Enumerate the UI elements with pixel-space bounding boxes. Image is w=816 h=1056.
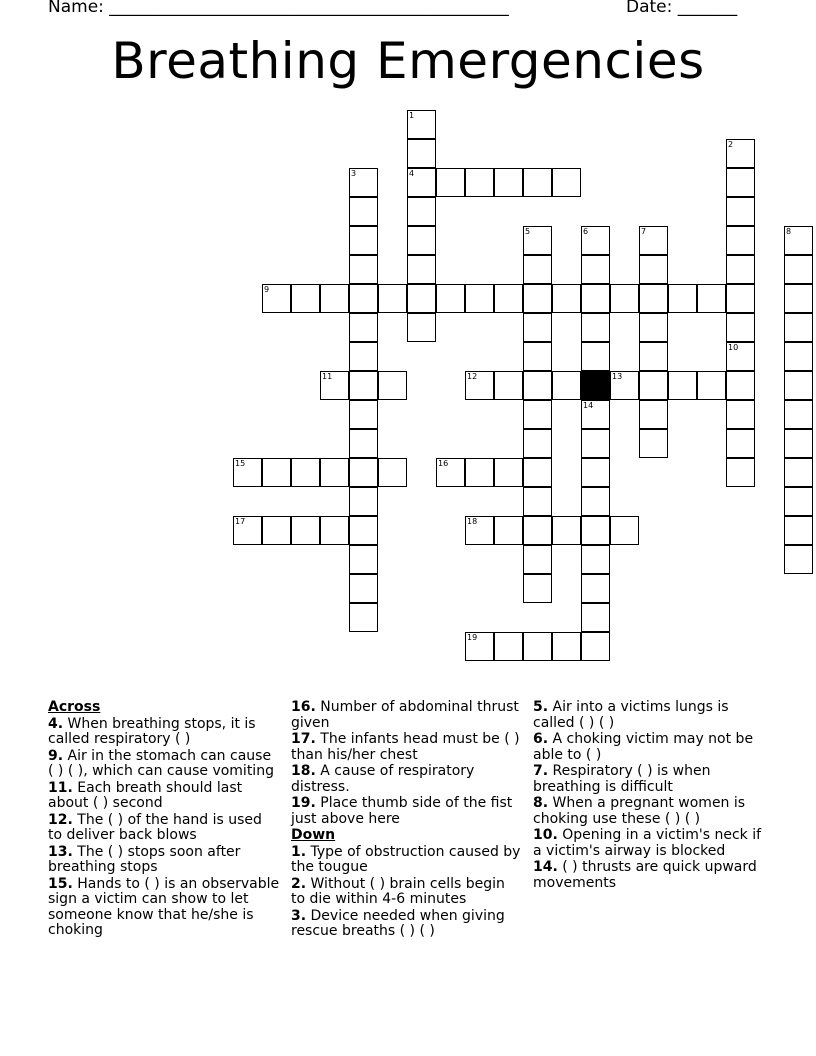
clue-item — [291, 700, 523, 731]
grid-cell[interactable] — [349, 545, 378, 574]
clue-text: When a pregnant women is choking use these ( ) ( ) — [533, 795, 746, 827]
grid-cell[interactable] — [639, 313, 668, 342]
clue-number: 9 — [264, 285, 270, 294]
grid-cell[interactable] — [523, 255, 552, 284]
grid-cell[interactable] — [349, 284, 378, 313]
clue-item — [291, 909, 523, 940]
grid-cell[interactable] — [262, 284, 291, 313]
grid-cell[interactable] — [639, 226, 668, 255]
grid-cell[interactable] — [465, 371, 494, 400]
grid-cell[interactable] — [291, 516, 320, 545]
grid-cell[interactable] — [436, 458, 465, 487]
grid-cell[interactable] — [523, 400, 552, 429]
clue-text: Device needed when giving rescue breaths ( ) ( ) — [291, 907, 505, 939]
grid-cell[interactable] — [581, 603, 610, 632]
grid-cell[interactable] — [552, 168, 581, 197]
grid-cell[interactable] — [349, 168, 378, 197]
across-clue-list — [48, 717, 280, 939]
grid-cell[interactable] — [784, 255, 813, 284]
grid-cell[interactable] — [639, 255, 668, 284]
clue-number: 10 — [728, 343, 739, 352]
grid-cell[interactable] — [581, 545, 610, 574]
grid-cell[interactable] — [349, 313, 378, 342]
grid-cell[interactable] — [494, 371, 523, 400]
grid-cell[interactable] — [639, 342, 668, 371]
clue-number-label: 14. — [533, 859, 558, 875]
grid-cell[interactable] — [349, 516, 378, 545]
grid-cell[interactable] — [523, 487, 552, 516]
grid-cell[interactable] — [523, 458, 552, 487]
clue-number: 15 — [235, 459, 246, 468]
grid-cell[interactable] — [726, 313, 755, 342]
grid-cell[interactable] — [610, 516, 639, 545]
clue-item — [48, 717, 280, 748]
grid-cell[interactable] — [639, 400, 668, 429]
grid-cell[interactable] — [784, 371, 813, 400]
clue-item — [291, 796, 523, 827]
clue-number-label: 8. — [533, 795, 549, 811]
grid-cell[interactable] — [581, 516, 610, 545]
clue-number: 6 — [583, 227, 589, 236]
clue-number: 4 — [409, 169, 415, 178]
grid-cell[interactable] — [378, 458, 407, 487]
grid-cell[interactable] — [581, 284, 610, 313]
clues-column-1 — [48, 700, 280, 940]
grid-cell[interactable] — [465, 168, 494, 197]
clue-number: 5 — [525, 227, 531, 236]
grid-cell[interactable] — [639, 371, 668, 400]
grid-cell[interactable] — [465, 516, 494, 545]
clue-item — [48, 845, 280, 876]
grid-cell[interactable] — [552, 632, 581, 661]
grid-cell[interactable] — [552, 371, 581, 400]
clue-item — [291, 732, 523, 763]
black-cell — [581, 371, 610, 400]
grid-cell[interactable] — [465, 284, 494, 313]
grid-cell[interactable] — [784, 400, 813, 429]
clue-number: 18 — [467, 517, 478, 526]
clue-number: 19 — [467, 633, 478, 642]
down-clue-list-continued — [533, 700, 769, 891]
clue-text: The infants head must be ( ) than his/her chest — [291, 731, 520, 763]
grid-cell[interactable] — [523, 574, 552, 603]
grid-cell[interactable] — [726, 400, 755, 429]
clue-text: When breathing stops, it is called respiratory ( ) — [48, 715, 256, 747]
grid-cell[interactable] — [784, 313, 813, 342]
grid-cell[interactable] — [349, 197, 378, 226]
grid-cell[interactable] — [784, 545, 813, 574]
grid-cell[interactable] — [523, 545, 552, 574]
grid-cell[interactable] — [581, 226, 610, 255]
grid-cell[interactable] — [552, 284, 581, 313]
grid-cell[interactable] — [523, 429, 552, 458]
clue-number-label: 17. — [291, 731, 316, 747]
clue-number: 17 — [235, 517, 246, 526]
grid-cell[interactable] — [523, 342, 552, 371]
grid-cell[interactable] — [726, 226, 755, 255]
grid-cell[interactable] — [581, 429, 610, 458]
grid-cell[interactable] — [320, 284, 349, 313]
clue-item — [533, 732, 769, 763]
clue-text: Number of abdominal thrust given — [291, 699, 519, 731]
page-title: Breathing Emergencies — [111, 32, 705, 90]
grid-cell[interactable] — [523, 313, 552, 342]
grid-cell[interactable] — [523, 516, 552, 545]
clue-number: 2 — [728, 140, 734, 149]
clues-column-2 — [291, 700, 523, 941]
grid-cell[interactable] — [726, 139, 755, 168]
grid-cell[interactable] — [784, 342, 813, 371]
clue-number: 12 — [467, 372, 478, 381]
grid-cell[interactable] — [320, 371, 349, 400]
clue-text: ( ) thrusts are quick upward movements — [533, 859, 757, 891]
clue-number-label: 13. — [48, 843, 73, 860]
grid-cell[interactable] — [581, 400, 610, 429]
grid-cell[interactable] — [349, 603, 378, 632]
grid-cell[interactable] — [726, 255, 755, 284]
grid-cell[interactable] — [349, 429, 378, 458]
grid-cell[interactable] — [291, 458, 320, 487]
clue-number-label: 12. — [48, 811, 73, 828]
grid-cell[interactable] — [784, 487, 813, 516]
grid-cell[interactable] — [436, 284, 465, 313]
clue-number-label: 6. — [533, 731, 549, 747]
grid-cell[interactable] — [581, 313, 610, 342]
clues-column-3 — [533, 700, 769, 892]
clue-number-label: 18. — [291, 763, 316, 779]
grid-cell[interactable] — [349, 487, 378, 516]
clue-text: Each breath should last about ( ) second — [48, 779, 243, 811]
grid-cell[interactable] — [494, 168, 523, 197]
grid-cell[interactable] — [320, 516, 349, 545]
date-field-label: Date: _______ — [626, 0, 738, 17]
clue-number-label: 3. — [291, 907, 307, 924]
clue-number: 8 — [786, 227, 792, 236]
clue-number-label: 19. — [291, 795, 316, 811]
clue-number: 13 — [612, 372, 623, 381]
clue-item — [291, 764, 523, 795]
grid-cell[interactable] — [726, 429, 755, 458]
grid-cell[interactable] — [726, 342, 755, 371]
grid-cell[interactable] — [407, 255, 436, 284]
clue-item — [48, 877, 280, 939]
grid-cell[interactable] — [523, 371, 552, 400]
grid-cell[interactable] — [407, 197, 436, 226]
grid-cell[interactable] — [726, 197, 755, 226]
grid-cell[interactable] — [784, 429, 813, 458]
grid-cell[interactable] — [639, 284, 668, 313]
clue-number-label: 11. — [48, 779, 73, 796]
clue-item — [533, 796, 769, 827]
grid-cell[interactable] — [523, 226, 552, 255]
grid-cell[interactable] — [552, 516, 581, 545]
clue-number-label: 7. — [533, 763, 549, 779]
grid-cell[interactable] — [378, 284, 407, 313]
grid-cell[interactable] — [349, 458, 378, 487]
clue-item — [533, 860, 769, 891]
grid-cell[interactable] — [668, 371, 697, 400]
grid-cell[interactable] — [581, 255, 610, 284]
clue-number-label: 9. — [48, 747, 64, 764]
grid-cell[interactable] — [784, 284, 813, 313]
grid-cell[interactable] — [523, 632, 552, 661]
clue-text: Without ( ) brain cells begin to die within 4-6 minutes — [291, 875, 505, 907]
clue-text: A choking victim may not be able to ( ) — [533, 731, 754, 763]
grid-cell[interactable] — [494, 284, 523, 313]
across-heading: Across — [48, 699, 101, 715]
clue-number-label: 10. — [533, 827, 558, 843]
grid-cell[interactable] — [610, 284, 639, 313]
clue-text: A cause of respiratory distress. — [291, 763, 475, 795]
grid-cell[interactable] — [349, 226, 378, 255]
grid-cell[interactable] — [697, 284, 726, 313]
grid-cell[interactable] — [581, 487, 610, 516]
grid-cell[interactable] — [726, 371, 755, 400]
down-clue-list — [291, 845, 523, 940]
grid-cell[interactable] — [378, 371, 407, 400]
grid-cell[interactable] — [262, 458, 291, 487]
clue-item — [48, 781, 280, 812]
name-field-label: Name: _______________________________________________ — [48, 0, 509, 17]
grid-cell[interactable] — [407, 168, 436, 197]
grid-cell[interactable] — [726, 458, 755, 487]
clue-number-label: 1. — [291, 843, 307, 860]
clue-item — [533, 828, 769, 859]
grid-cell[interactable] — [726, 284, 755, 313]
grid-cell[interactable] — [523, 284, 552, 313]
clue-item — [48, 749, 280, 780]
grid-cell[interactable] — [349, 400, 378, 429]
clue-item — [291, 845, 523, 876]
clue-number-label: 15. — [48, 875, 73, 892]
grid-cell[interactable] — [581, 458, 610, 487]
clue-text: The ( ) of the hand is used to deliver back blows — [48, 811, 262, 843]
clue-number-label: 4. — [48, 715, 64, 732]
grid-cell[interactable] — [407, 313, 436, 342]
grid-cell[interactable] — [726, 168, 755, 197]
grid-cell[interactable] — [494, 516, 523, 545]
clue-item — [533, 700, 769, 731]
clue-text: Air into a victims lungs is called ( ) ( ) — [533, 699, 729, 731]
grid-cell[interactable] — [291, 284, 320, 313]
grid-cell[interactable] — [407, 139, 436, 168]
grid-cell[interactable] — [233, 516, 262, 545]
grid-cell[interactable] — [784, 516, 813, 545]
clue-text: Hands to ( ) is an observable sign a victim can show to let someone know that he/she is choking — [48, 875, 280, 938]
down-heading: Down — [291, 827, 336, 843]
clue-number: 1 — [409, 111, 415, 120]
grid-cell[interactable] — [465, 632, 494, 661]
grid-cell[interactable] — [639, 429, 668, 458]
clue-text: The ( ) stops soon after breathing stops — [48, 843, 241, 875]
clue-number-label: 16. — [291, 699, 316, 715]
grid-cell[interactable] — [349, 255, 378, 284]
grid-cell[interactable] — [233, 458, 262, 487]
grid-cell[interactable] — [581, 632, 610, 661]
grid-cell[interactable] — [349, 342, 378, 371]
clue-text: Place thumb side of the fist just above here — [291, 795, 513, 827]
grid-cell[interactable] — [784, 458, 813, 487]
clue-number: 3 — [351, 169, 357, 178]
clue-text: Opening in a victim's neck if a victim's airway is blocked — [533, 827, 762, 859]
grid-cell[interactable] — [349, 371, 378, 400]
clue-number: 7 — [641, 227, 647, 236]
clue-text: Respiratory ( ) is when breathing is difficult — [533, 763, 711, 795]
grid-cell[interactable] — [494, 458, 523, 487]
clue-number: 16 — [438, 459, 449, 468]
grid-cell[interactable] — [262, 516, 291, 545]
clue-number: 14 — [583, 401, 594, 410]
grid-cell[interactable] — [465, 458, 494, 487]
grid-cell[interactable] — [349, 574, 378, 603]
across-clue-list-continued — [291, 700, 523, 827]
grid-cell[interactable] — [407, 226, 436, 255]
clue-number-label: 2. — [291, 875, 307, 892]
clue-item — [291, 877, 523, 908]
clue-text: Air in the stomach can cause ( ) ( ), which can cause vomiting — [48, 747, 274, 779]
grid-cell[interactable] — [320, 458, 349, 487]
grid-cell[interactable] — [581, 342, 610, 371]
grid-cell[interactable] — [523, 168, 552, 197]
grid-cell[interactable] — [668, 284, 697, 313]
grid-cell[interactable] — [436, 168, 465, 197]
grid-cell[interactable] — [494, 632, 523, 661]
grid-cell[interactable] — [581, 574, 610, 603]
grid-cell[interactable] — [784, 226, 813, 255]
grid-cell[interactable] — [697, 371, 726, 400]
clue-number: 11 — [322, 372, 333, 381]
clue-number-label: 5. — [533, 699, 549, 715]
clue-item — [533, 764, 769, 795]
grid-cell[interactable] — [407, 110, 436, 139]
clue-item — [48, 813, 280, 844]
clue-text: Type of obstruction caused by the tougue — [291, 843, 521, 875]
grid-cell[interactable] — [407, 284, 436, 313]
grid-cell[interactable] — [610, 371, 639, 400]
